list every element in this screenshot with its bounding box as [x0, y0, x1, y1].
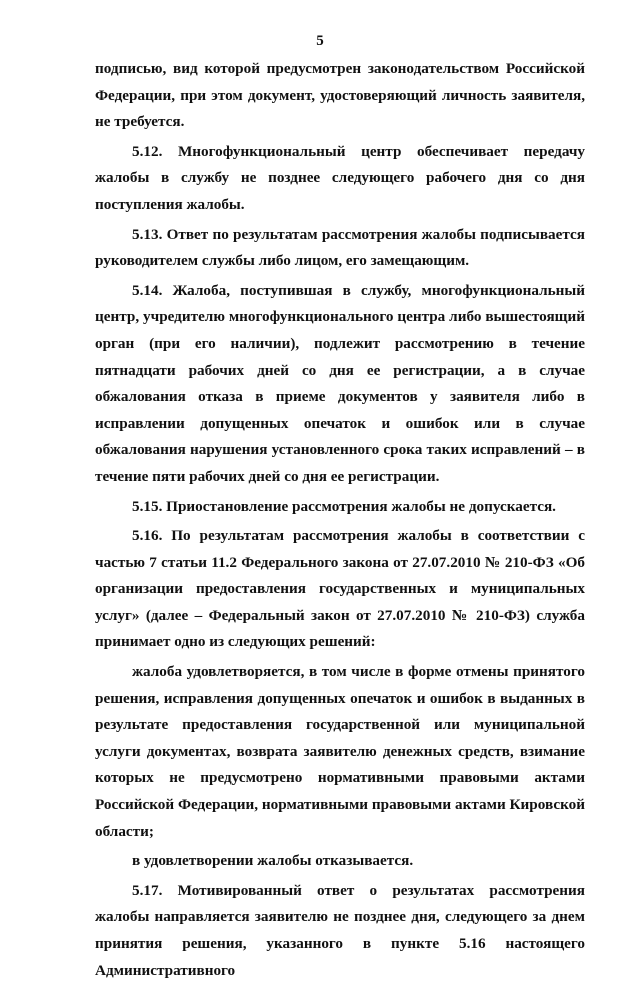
page-number: 5: [316, 33, 324, 49]
document-body: [95, 56, 585, 984]
paragraph-decision-satisfied: жалоба удовлетворяется, в том числе в форме отмены принятого решения, исправления допущенных опечаток и ошибок в выданных в результате предоставления государственной или муниципальной услуги документах, возврата заявителю денежных средств, взимание которых не предусмотрено нормативными правовыми актами Российской Федерации, нормативными правовыми актами Кировской области;: [95, 663, 585, 840]
paragraph-5-13: 5.13. Ответ по результатам рассмотрения жалобы подписывается руководителем службы либо лицом, его замещающим.: [95, 225, 585, 270]
paragraph-5-16: 5.16. По результатам рассмотрения жалобы в соответствии с частью 7 статьи 11.2 Федерального закона от 27.07.2010 № 210-ФЗ «Об организации предоставления государственных и муниципальных услуг» (далее – Федеральный закон от 27.07.2010 № 210-ФЗ) служба принимает одно из следующих решений:: [95, 527, 585, 651]
paragraph-signature-continuation: подписью, вид которой предусмотрен законодательством Российской Федерации, при этом документ, удостоверяющий личность заявителя, не требуется.: [95, 60, 585, 131]
paragraph-decision-refused: в удовлетворении жалобы отказывается.: [132, 852, 414, 870]
paragraph-5-14: 5.14. Жалоба, поступившая в службу, многофункциональный центр, учредителю многофункционального центра либо вышестоящий орган (при его наличии), подлежит рассмотрению в течение пятнадцати рабочих дней со дня ее регистрации, а в случае обжалования отказа в приеме документов у заявителя либо в исправлении допущенных опечаток и ошибок или в случае обжалования нарушения установленного срока таких исправлений – в течение пяти рабочих дней со дня ее регистрации.: [95, 281, 585, 485]
paragraph-5-12: 5.12. Многофункциональный центр обеспечивает передачу жалобы в службу не позднее следующего рабочего дня со дня поступления жалобы.: [95, 142, 585, 213]
paragraph-5-17: 5.17. Мотивированный ответ о результатах рассмотрения жалобы направляется заявителю не позднее дня, следующего за днем принятия решения, указанного в пункте 5.16 настоящего Административного: [95, 881, 585, 979]
paragraph-5-15: 5.15. Приостановление рассмотрения жалобы не допускается.: [132, 497, 556, 515]
